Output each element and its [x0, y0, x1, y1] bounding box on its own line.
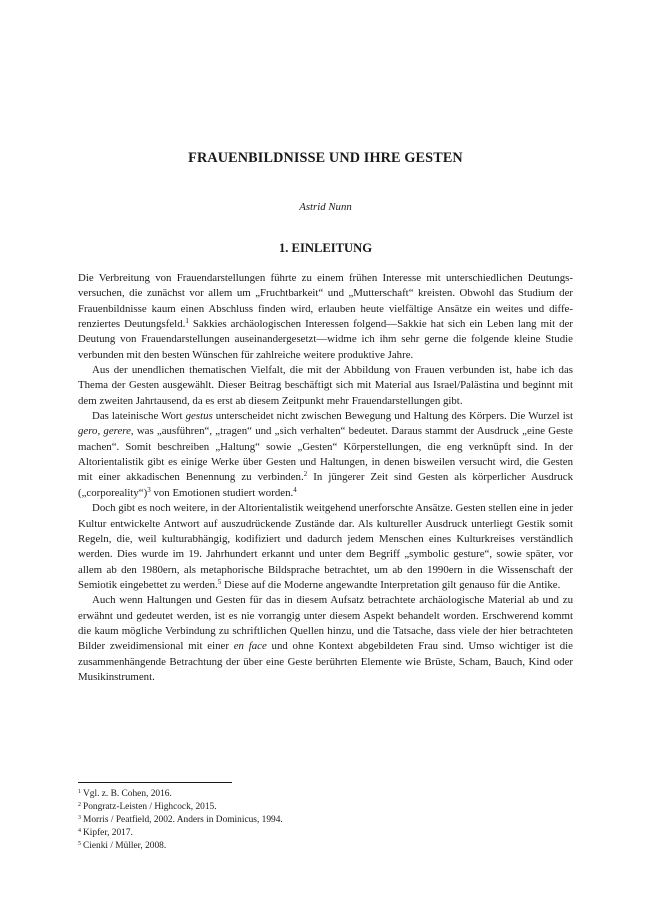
paragraph-text: Sakkies archäologischen Interessen folgend—Sakkie hat sich ein Leben lang mit der Deutung von Frauendarstellungen auseinandergesetzt—widme ich ihm sehr gerne die folgende kleine Studie verbunden mit den besten Wünschen für zahlreiche weitere produktive Jahre. — [78, 318, 573, 361]
footnote-2 — [78, 801, 573, 814]
paragraph-2: Aus der unendlichen thematischen Vielfalt, die mit der Abbildung von Frauen verbunden ist, habe ich das Thema der Gesten ausgewählt. Dieser Beitrag beschäftigt sich mit Material aus Israel/Palästina und beginnt mit dem zweiten Jahrtausend, da es erst ab diesem Zeitpunkt mehr Frauendarstellungen gibt. — [78, 364, 573, 407]
footnote-ref-2[interactable]: 2 — [303, 470, 308, 479]
latin-term: gestus — [185, 410, 213, 423]
footnote-number: 2 — [78, 802, 81, 809]
footnote-ref-4[interactable]: 4 — [293, 485, 297, 494]
paragraph-text: In jüngerer Zeit sind Gesten als körperlicher Ausdruck („corporeality“) — [78, 471, 574, 499]
paragraph-text: Die Verbreitung von Frauendarstellungen führte zu einem frühen Interesse mit unterschiedlichen Deutungsversuchen, die zunächst vor allem um „Fruchtbarkeit“ und „Mutterschaft“ kreisten. Obwohl das Studium der Frauenbildnisse kaum einen Abschluss finden wird, erlauben heute vielfältige Ansätze ein weites und differenziertes Deutungsfeld. — [78, 272, 573, 331]
footnotes — [78, 782, 573, 853]
footnote-5 — [78, 840, 573, 853]
paragraph-4 — [78, 501, 573, 593]
footnote-ref-3[interactable]: 3 — [147, 485, 151, 494]
footnote-text: Morris / Peatfield, 2002. Anders in Dominicus, 1994. — [83, 815, 283, 826]
footnote-text: Vgl. z. B. Cohen, 2016. — [83, 789, 172, 799]
paragraph-text: Doch gibt es noch weitere, in der Altorientalistik weitgehend unerforschte Ansätze. Gesten stellen eine in jeder Kultur entwickelte Antwort auf auszudrückende Zustände dar. Als kultureller Ausdruck unterliegt Gestik somit Regeln, die, weil kulturabhängig, kodifiziert und dadurch jedem Menschen eines Kulturkreises verständlich werden. Dies wurde im 19. Jahrhundert erkannt und unter dem Begriff „symbolic gesture“, sowie später, vor allem ab den 1980ern, als metaphorische Bildsprache betrachtet, um ab den 1990ern in die Wissenschaft der Semiotik eingebettet zu werden. — [78, 502, 573, 591]
paragraph-text: Auch wenn Haltungen und Gesten für das in diesem Aufsatz betrachtete archäologische Material ab und zu erwähnt und gedeutet werden, ist es nie vorrangig unter diesem Aspekt behandelt worden. Erschwerend kommt die kaum mögliche Verbindung zu schriftlichen Quellen hinzu, und die Tatsache, dass viele der hier betrachteten Bilder zweidimensional mit einer — [78, 594, 573, 653]
footnote-ref-1[interactable]: 1 — [185, 317, 189, 326]
footnote-divider — [78, 782, 232, 783]
footnote-number: 4 — [78, 828, 81, 835]
article-title: FRAUENBILDNISSE UND IHRE GESTEN — [188, 150, 463, 166]
paragraph-text: und ohne Kontext abgebildeten Frau sind. Umso wichtiger ist die zusammenhängende Betrachtung der über eine Geste berührten Elemente wie Brüste, Scham, Bauch, Kind oder Musikinstrument. — [78, 640, 573, 683]
footnote-number: 5 — [78, 841, 81, 848]
foreign-term: en face — [233, 640, 267, 653]
footnote-number: 3 — [78, 815, 81, 822]
paragraph-text: Das lateinische Wort — [92, 410, 186, 423]
article-body — [78, 271, 573, 685]
paragraph-text: Diese auf die Moderne angewandte Interpretation gilt genauso für die Antike. — [221, 578, 561, 591]
paragraph-text: , was „ausführen“, „tragen“ und „sich verhalten“ bedeutet. Daraus stammt der Ausdruck „eine Geste machen“. Somit beschreiben „Haltung“ sowie „Gesten“ Körperstellungen, die eng verknüpft sind. In der Altorientalistik gibt es einige Werke über Gesten und Haltungen, in denen bisweilen versucht wird, die Gesten mit einer akkadischen Benennung zu verbinden. — [78, 425, 573, 484]
footnote-text: Kipfer, 2017. — [83, 828, 133, 839]
footnote-text: Cienki / Müller, 2008. — [83, 841, 167, 852]
paragraph-3 — [78, 409, 573, 501]
paragraph-text: von Emotionen studiert worden. — [150, 486, 294, 499]
author-name: Astrid Nunn — [299, 201, 352, 213]
footnote-1 — [78, 788, 573, 801]
footnote-3 — [78, 814, 573, 827]
footnote-ref-5[interactable]: 5 — [217, 577, 222, 586]
footnote-number: 1 — [78, 789, 81, 795]
latin-term: gero, gerere — [78, 425, 131, 438]
paragraph-text: unterscheidet nicht zwischen Bewegung und Haltung des Körpers. Die Wurzel ist — [212, 410, 573, 423]
section-heading: 1. EINLEITUNG — [278, 241, 373, 255]
footnote-text: Pongratz-Leisten / Highcock, 2015. — [83, 802, 217, 813]
paragraph-5 — [78, 593, 573, 685]
paragraph-1 — [78, 271, 573, 363]
footnote-4 — [78, 827, 573, 840]
